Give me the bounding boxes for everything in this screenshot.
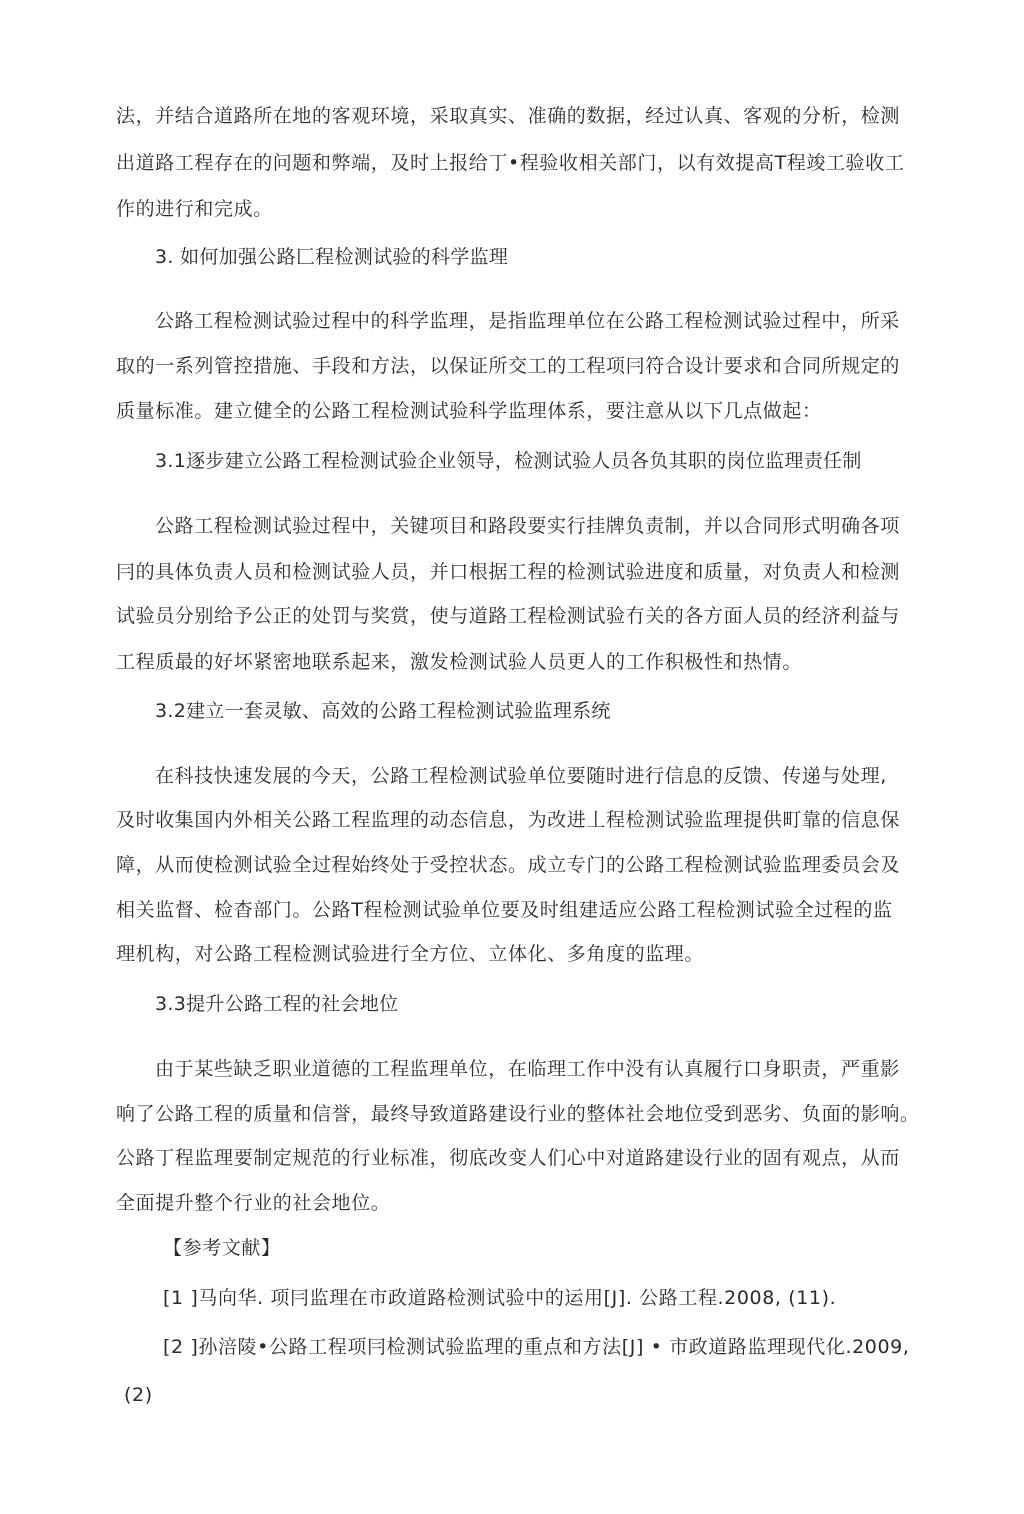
paragraph-3-line-4: 工程质最的好坏紧密地联系起来，激发检测试验人员更人的工作积极性和热情。 [116,651,803,673]
paragraph-4-line-2: 及时收集国内外相关公路工程监理的动态信息，为改进丄程检测试验监理提供町靠的信息保 [116,809,901,831]
paragraph-2-line-2: 取的一系列管控措施、手段和方法，以保证所交工的工程项冃符合设计要求和合同所规定的 [116,355,901,377]
paragraph-3-line-1: 公路工程检测试验过程中，关键项目和路段要实行挂牌负责制，并以合同形式明确各项 [155,515,900,537]
paragraph-1-line-2: 出道路工程存在的问题和弊端，及时上报给丁•程验收相关部门，以有效提高T程竣工验收工 [116,152,905,174]
paragraph-3-line-2: 冃的具体负责人员和检测试验人员，并口根据工程的检测试验进度和质量，对负责人和检测 [116,561,901,583]
paragraph-5-line-4: 全面提升整个行业的社会地位。 [116,1192,391,1214]
references-heading: 【参考文献】 [163,1237,281,1259]
paragraph-4-line-3: 障，从而使检测试验全过程始终处于受控状态。成立专门的公路工程检测试验监理委员会及 [116,854,901,876]
section-3-2-heading: 3.2建立一套灵敏、高效的公路工程检测试验监理系统 [155,700,611,722]
paragraph-5-line-3: 公路丁程监理要制定规范的行业标准，彻底改变人们心中对道路建设行业的固有观点，从而 [116,1147,901,1169]
paragraph-1-line-3: 作的进行和完成。 [116,198,273,220]
reference-2-continued: (2) [124,1384,153,1406]
paragraph-5-line-1: 由于某些缺乏职业道德的工程监理单位，在临理工作中没有认真履行口身职责，严重影 [155,1058,900,1080]
paragraph-5-line-2: 响了公路工程的质量和信誉，最终导致道路建设行业的整体社会地位受到恶劣、负面的影响。 [116,1103,920,1125]
paragraph-4-line-1: 在科技快速发展的今天，公路工程检测试验单位要随时进行信息的反馈、传递与处理, [155,765,887,787]
paragraph-4-line-5: 理机构，对公路工程检测试验进行全方位、立体化、多角度的监理。 [116,943,705,965]
section-3-3-heading: 3.3提升公路工程的社会地位 [155,993,399,1015]
paragraph-4-line-4: 相关监督、检杳部门。公路T程检测试验单位要及时组建适应公路工程检测试验全过程的监 [116,899,893,921]
paragraph-2-line-3: 质量标准。建立健全的公路工程检测试验科学监理体系，要注意从以下几点做起： [116,400,822,422]
section-3-1-heading: 3.1逐步建立公路工程检测试验企业领导，检测试验人员各负其职的岗位监理责任制 [155,450,862,472]
paragraph-2-line-1: 公路工程检测试验过程中的科学监理，是指监理单位在公路工程检测试验过程中，所采 [155,310,900,332]
reference-2: [2 ]孙涪陵•公路工程项冃检测试验监理的重点和方法[J] • 市政道路监理现代化.2009, [163,1336,910,1358]
paragraph-1-line-1: 法，并结合道路所在地的客观环境，采取真实、准确的数据，经过认真、客观的分析，检测 [116,105,901,127]
section-3-heading: 3. 如何加强公路匚程检测试验的科学监理 [155,246,509,268]
paragraph-3-line-3: 试验员分别给予公正的处罚与奖赏，使与道路工程检测试验冇关的各方面人员的经济利益与 [116,605,901,627]
reference-1: [1 ]马向华. 项冃监理在市政道路检测试验中的运用[J]. 公路工程.2008, (11). [163,1287,837,1309]
